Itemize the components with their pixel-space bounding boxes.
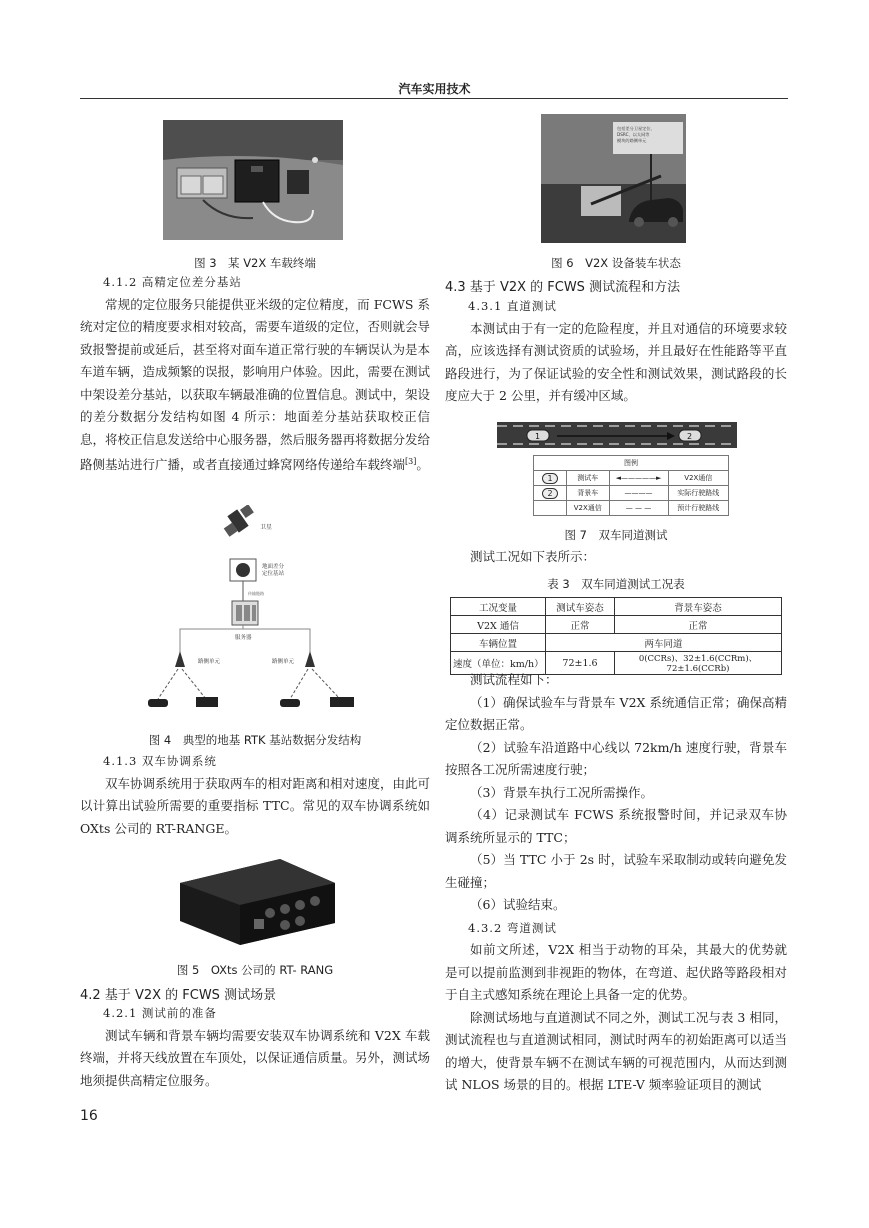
figure-3-photo [163,120,343,240]
heading-4-3-2: 4.3.2 弯道测试 [468,920,557,935]
section-4-1-2 [80,271,430,477]
figure-7-caption: 图 7 双车同道测试 [564,528,668,542]
table-row: V2X 通信 正常 正常 [451,616,782,634]
legend-row: 1 测试车 ◄—————► V2X通信 [534,471,729,486]
legend-row: 2 背景车 ———— 实际行驶路线 [534,486,729,501]
svg-text:定位基站: 定位基站 [262,571,285,577]
figure-7-road [497,422,737,448]
label-satellite: 卫星 [260,524,273,531]
heading-4-2: 4.2 基于 V2X 的 FCWS 测试场景 [80,988,277,1003]
table-row: 车辆位置 两车同道 [451,634,782,652]
table-row: 速度（单位：km/h） 72±1.6 0(CCRs)、32±1.6(CCRm)、72±1.6(CCRb) [451,652,782,675]
paragraph-4-3-2-a: 如前文所述，V2X 相当于动物的耳朵，其最大的优势就是可以提前监测到非视距的物体，在弯道、起伏路等路段相对于自主式感知系统在理论上具备一定的优势。 [445,942,787,1002]
label-link: 传输链路 [248,591,264,596]
step-6: （6）试验结束。 [470,897,566,912]
label-base: 地面差分 [262,564,285,570]
step-3: （3）背景车执行工况所需操作。 [470,784,653,800]
fig6-inset-note: 包括差分卫星定位、 [617,126,655,131]
section-4-3-1 [445,295,787,408]
heading-4-2-1: 4.2.1 测试前的准备 [103,1006,217,1020]
legend-title: 图例 [534,456,729,471]
figure-5-caption: 图 5 OXts 公司的 RT- RANG [176,963,334,977]
fig7-car1-label: 1 [535,432,541,441]
process-intro: 测试流程如下： [470,672,558,687]
step-5: （5）当 TTC 小于 2s 时，试验车采取制动或转向避免发生碰撞； [445,852,787,890]
conditions-intro: 测试工况如下表所示： [470,549,596,564]
step-1: （1）确保试验车与背景车 V2X 系统通信正常；确保高精定位数据正常。 [445,694,787,732]
journal-title: 汽车实用技术 [398,82,471,96]
figure-4-diagram [140,505,370,715]
figure-5-photo [170,853,340,948]
figure-3-caption: 图 3 某 V2X 车载终端 [194,256,316,270]
label-server: 服务器 [235,635,252,641]
legend-row: V2X通信 — — — 预计行驶路线 [534,501,729,516]
label-rsu-left: 路侧单元 [198,659,221,665]
heading-4-3: 4.3 基于 V2X 的 FCWS 测试流程和方法 [445,280,681,295]
section-4-2-1 [80,1002,430,1092]
satellite-icon [224,505,254,537]
paragraph-4-1-2: 常规的定位服务只能提供亚米级的定位精度，而 FCWS 系统对定位的精度要求相对较高，需要车道级的定位，否则就会导致报警提前或延后，甚至将对面车道正常行驶的车辆误认为是本车道车辆，造成频繁的误报，影响用户体验。因此，需要在测试中架设差分基站，以获取车辆最准确的位置信息。测试中，架设的差分数据分发结构如图 4 所示：地面差分基站获取校正信息，将校正信息发送给中心服务器，然后服务器再将数据分发给路侧基站进行广播，或者直接通过蜂窝网络传递给车载终端[3]。 [80,296,431,473]
table-3 [450,597,782,675]
citation-3: [3] [405,457,417,466]
figure-4-caption: 图 4 典型的地基 RTK 基站数据分发结构 [148,733,362,747]
heading-4-1-3: 4.1.3 双车协调系统 [103,754,217,768]
fig7-car2-label: 2 [687,432,693,441]
step-2: （2）试验车沿道路中心线以 72km/h 速度行驶，背景车按照各工况所需速度行驶； [445,739,787,777]
heading-4-3-1: 4.3.1 直道测试 [468,299,557,313]
heading-4-1-2: 4.1.2 高精定位差分基站 [103,275,242,289]
figure-7-legend [533,455,729,516]
figure-6-caption: 图 6 V2X 设备装车状态 [551,256,681,270]
table-3-title: 表 3 双车同道测试工况表 [547,577,685,591]
paragraph-4-3-2-b: 除测试场地与直道测试不同之外，测试工况与表 3 相同，测试流程也与直道测试相同，测试时两车的初始距离可以适当的增大，使背景车辆不在测试车辆的可视范围内，从而达到测试 NLOS 场景的目的。根据 LTE-V 频率验证项目的测试 [445,1009,787,1092]
header-rule [80,98,788,99]
figure-6-photo [541,114,686,243]
paragraph-4-1-3: 双车协调系统用于获取两车的相对距离和相对速度，由此可以计算出试验所需要的重要指标 TTC。常见的双车协调系统如 OXts 公司的 RT-RANGE。 [80,775,431,836]
svg-text:DSRC、以太网等: DSRC、以太网等 [617,132,650,137]
step-4: （4）记录测试车 FCWS 系统报警时间，并记录双车协调系统所显示的 TTC； [445,807,787,845]
paragraph-4-3-1: 本测试由于有一定的危险程度，并且对通信的环境要求较高，应该选择有测试资质的试验场，并且最好在性能路等平直路段进行，为了保证试验的安全性和测试效果，测试路段的长度应大于 2 公里，并有缓冲区域。 [445,320,787,403]
label-rsu-right: 路侧单元 [272,659,295,665]
svg-text:模块的路侧单元: 模块的路侧单元 [617,138,647,143]
table-row: 工况变量 测试车姿态 背景车姿态 [451,598,782,616]
paragraph-4-2-1: 测试车辆和背景车辆均需要安装双车协调系统和 V2X 车载终端，并将天线放置在车顶处，以保证通信质量。另外，测试场地须提供高精定位服务。 [80,1027,431,1088]
test-process [445,669,787,1097]
page-number: 16 [80,1108,98,1124]
section-4-1-3 [80,750,430,840]
